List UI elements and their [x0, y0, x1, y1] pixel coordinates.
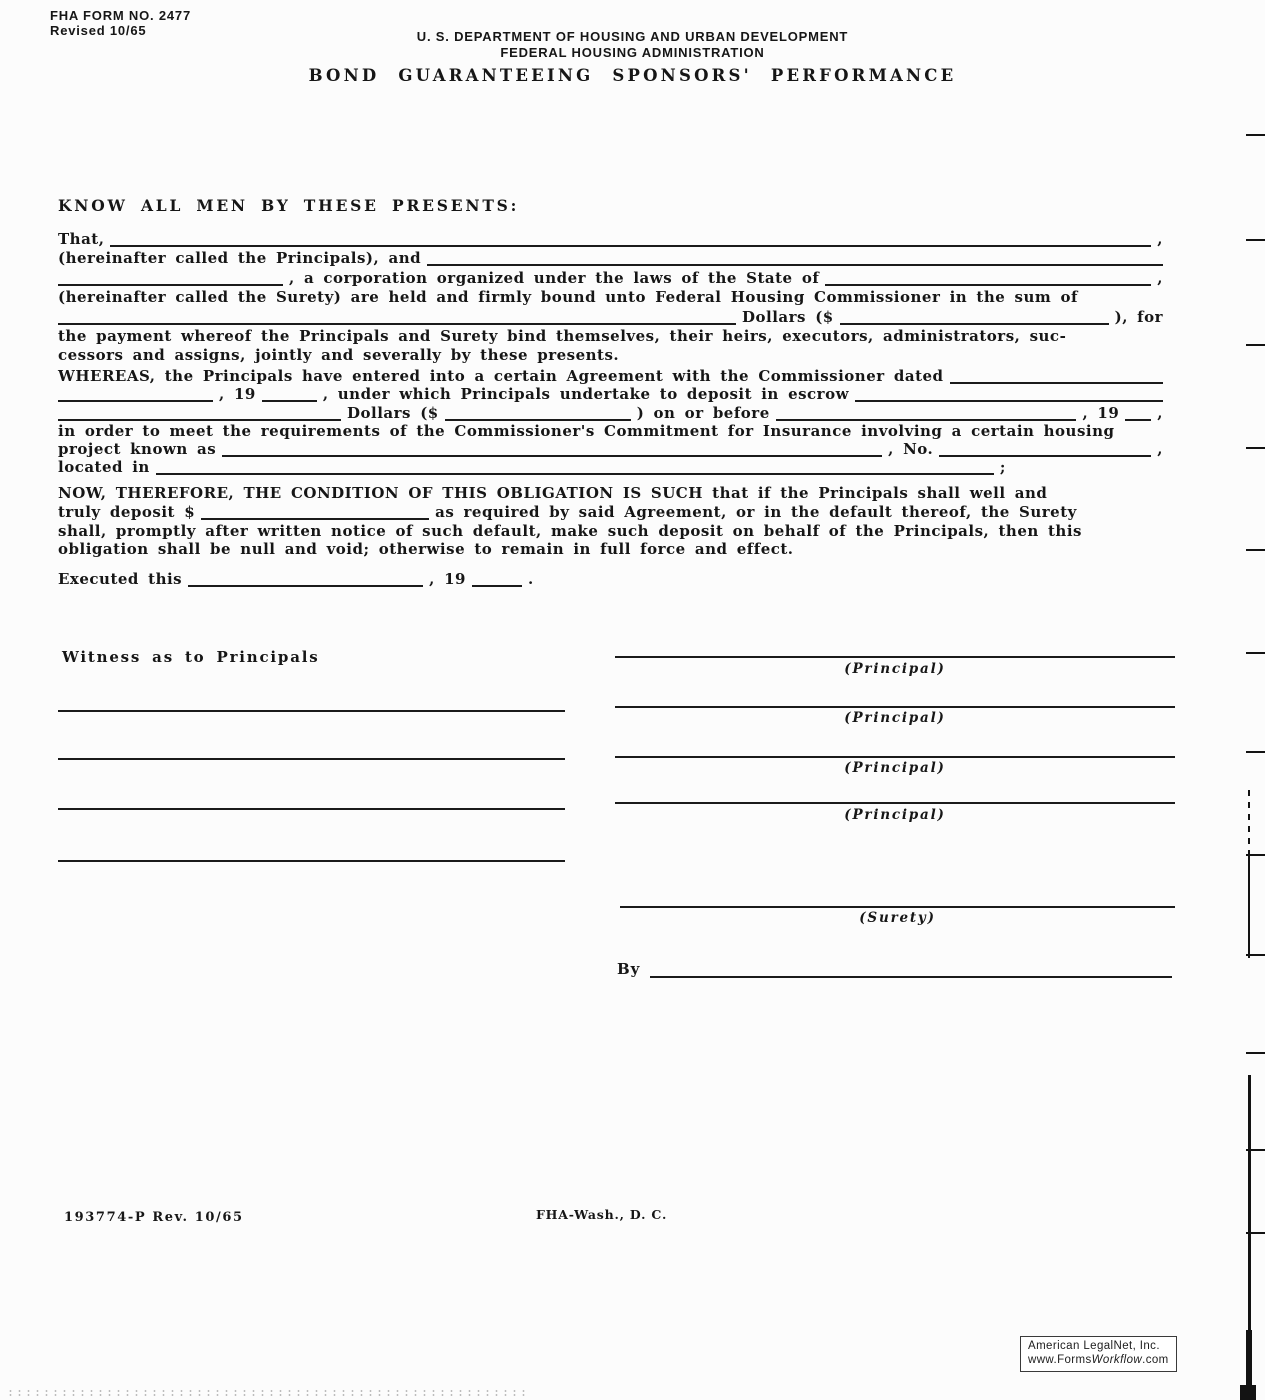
blank-execution-year[interactable]	[472, 573, 522, 587]
blank-project-location[interactable]	[156, 461, 994, 475]
form-line	[58, 503, 1163, 522]
form-line	[58, 440, 1163, 458]
principal-signature-line-3[interactable]	[615, 756, 1175, 758]
print-code: 193774-P Rev. 10/65	[64, 1210, 244, 1225]
legalnet-url	[1028, 1354, 1169, 1368]
blank-project-number[interactable]	[939, 443, 1151, 457]
printing-office: FHA-Wash., D. C.	[536, 1207, 668, 1222]
margin-tick	[1246, 239, 1265, 241]
blank-escrow-amount-figures[interactable]	[445, 407, 631, 421]
blank-agreement-date-1[interactable]	[950, 370, 1163, 384]
surety-signature-line[interactable]	[620, 906, 1175, 908]
line-text: , a corporation organized under the laws of the State of	[289, 268, 820, 287]
blank-execution-date[interactable]	[188, 573, 423, 587]
line-text: located in	[58, 458, 150, 477]
legalnet-url-post: .com	[1142, 1353, 1169, 1366]
form-number: FHA FORM NO. 2477	[50, 8, 191, 23]
blank-deposit-deadline-year[interactable]	[1125, 407, 1151, 421]
line-text: Dollars ($	[742, 307, 834, 326]
line-text: WHEREAS, the Principals have entered into a certain Agreement with the Commissioner dated	[58, 367, 944, 385]
line-text: NOW, THEREFORE, THE CONDITION OF THIS OBLIGATION IS SUCH that if the Principals shall well and	[58, 484, 1048, 502]
line-text: , under which Principals undertake to deposit in escrow	[322, 385, 850, 404]
line-text: truly deposit $	[58, 502, 196, 521]
margin-tick	[1246, 1052, 1265, 1054]
blank-agreement-year[interactable]	[262, 388, 317, 402]
form-line	[58, 367, 1163, 385]
line-text: ,	[1157, 268, 1163, 287]
margin-tick	[1246, 344, 1265, 346]
by-label: By	[617, 960, 641, 978]
form-line	[58, 288, 1163, 307]
executed-line	[58, 570, 1163, 588]
line-text: ;	[999, 458, 1006, 477]
principal-signature-label: (Principal)	[844, 710, 946, 726]
blank-state[interactable]	[825, 272, 1151, 286]
form-line	[58, 249, 1163, 268]
principal-signature-label: (Principal)	[844, 661, 946, 677]
line-text: (hereinafter called the Principals), and	[58, 249, 422, 268]
page-edge-line	[1248, 855, 1250, 958]
principal-signature-line-2[interactable]	[615, 706, 1175, 708]
margin-tick	[1246, 134, 1265, 136]
line-text: as required by said Agreement, or in the default thereof, the Surety	[435, 502, 1077, 521]
line-text: in order to meet the requirements of the Commissioner's Commitment for Insurance involving a certain housing	[58, 421, 1115, 440]
form-line	[58, 269, 1163, 288]
form-line	[58, 404, 1163, 422]
margin-tick	[1246, 549, 1265, 551]
form-line	[58, 540, 1163, 559]
form-line	[58, 570, 1163, 588]
line-text: ,	[1157, 230, 1163, 248]
blank-agreement-date-2[interactable]	[58, 388, 213, 402]
witness-heading: Witness as to Principals	[62, 648, 320, 666]
line-text: , 19	[219, 385, 256, 404]
blank-surety-name-2[interactable]	[58, 272, 283, 286]
line-text: ,	[1157, 440, 1163, 459]
line-text: ), for	[1114, 307, 1163, 326]
principal-signature-line-4[interactable]	[615, 802, 1175, 804]
line-text: obligation shall be null and void; otherwise to remain in full force and effect.	[58, 540, 794, 559]
blank-sum-words[interactable]	[58, 311, 736, 325]
legalnet-name: American LegalNet, Inc.	[1028, 1340, 1160, 1352]
principal-signature-label: (Principal)	[844, 807, 946, 823]
paragraph-obligation	[58, 230, 1163, 366]
form-line	[58, 484, 1163, 503]
line-text: the payment whereof the Principals and Surety bind themselves, their heirs, executors, administrators, suc-	[58, 326, 1067, 345]
by-signature-line[interactable]	[650, 976, 1172, 978]
principal-signature-line-1[interactable]	[615, 656, 1175, 658]
scan-corner-blob	[1240, 1385, 1256, 1400]
form-title: BOND GUARANTEEING SPONSORS' PERFORMANCE	[308, 66, 957, 85]
line-text: , No.	[888, 440, 934, 459]
margin-tick	[1246, 751, 1265, 753]
blank-sum-figures[interactable]	[840, 311, 1109, 325]
form-line	[58, 308, 1163, 327]
blank-deposit-amount[interactable]	[201, 506, 429, 520]
legalnet-url-pre: www.Forms	[1028, 1353, 1092, 1366]
surety-signature-label: (Surety)	[859, 910, 936, 926]
paragraph-condition	[58, 484, 1163, 559]
paragraph-whereas	[58, 367, 1163, 477]
form-line	[58, 458, 1163, 476]
blank-escrow-amount-words-2[interactable]	[58, 407, 341, 421]
witness-signature-line-3[interactable]	[58, 808, 565, 810]
line-text: cessors and assigns, jointly and severally by these presents.	[58, 346, 620, 365]
line-text: Executed this	[58, 570, 183, 588]
page-edge-line	[1248, 790, 1250, 856]
line-text: , 19	[1082, 403, 1120, 422]
form-line	[58, 422, 1163, 440]
line-text: ,	[1157, 403, 1163, 422]
principal-signature-label: (Principal)	[844, 760, 946, 776]
form-line	[58, 327, 1163, 346]
know-all-men-heading: KNOW ALL MEN BY THESE PRESENTS:	[58, 196, 520, 215]
form-line	[58, 522, 1163, 541]
form-line	[58, 346, 1163, 365]
form-line	[58, 230, 1163, 249]
line-text: Dollars ($	[347, 403, 439, 422]
legalnet-badge	[1020, 1336, 1177, 1372]
witness-signature-line-2[interactable]	[58, 758, 565, 760]
blank-principal-names[interactable]	[110, 233, 1151, 247]
line-text: , 19	[429, 570, 466, 588]
agency-name: FEDERAL HOUSING ADMINISTRATION	[500, 45, 765, 60]
witness-signature-line-4[interactable]	[58, 860, 565, 862]
blank-escrow-amount-words-1[interactable]	[855, 388, 1163, 402]
form-revision: Revised 10/65	[50, 23, 147, 38]
margin-tick	[1246, 652, 1265, 654]
scan-noise-strip	[6, 1389, 526, 1396]
legalnet-url-italic: Workflow	[1091, 1353, 1143, 1366]
line-text: (hereinafter called the Surety) are held and firmly bound unto Federal Housing Commissioner in the sum of	[58, 288, 1078, 307]
blank-deposit-deadline-date[interactable]	[776, 407, 1077, 421]
line-text: ) on or before	[636, 403, 770, 422]
witness-signature-line-1[interactable]	[58, 710, 565, 712]
blank-project-name[interactable]	[222, 443, 882, 457]
line-text: project known as	[58, 440, 217, 459]
line-text: shall, promptly after written notice of such default, make such deposit on behalf of the Principals, then this	[58, 521, 1082, 540]
form-line	[58, 385, 1163, 403]
blank-surety-name-1[interactable]	[427, 252, 1163, 266]
department-name: U. S. DEPARTMENT OF HOUSING AND URBAN DEVELOPMENT	[416, 29, 849, 44]
line-text: That,	[58, 230, 105, 248]
margin-tick	[1246, 447, 1265, 449]
line-text: .	[527, 570, 534, 588]
